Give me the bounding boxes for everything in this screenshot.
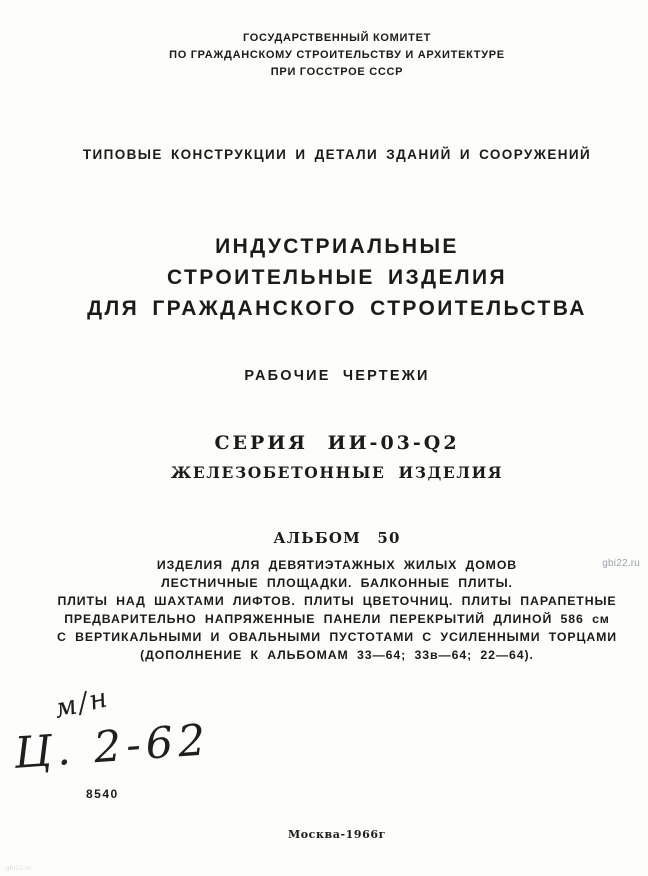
imprint-moscow-year: Москва-1966г [287, 828, 387, 841]
contents-description [30, 556, 644, 664]
main-title [30, 231, 644, 324]
org-header-line-2: ПО ГРАЖДАНСКОМУ СТРОИТЕЛЬСТВУ И АРХИТЕКТУРЕ [169, 49, 505, 61]
typical-constructions-band: ТИПОВЫЕ КОНСТРУКЦИИ И ДЕТАЛИ ЗДАНИЙ И СООРУЖЕНИЙ [82, 147, 592, 162]
handwritten-annotation-top: м/н [51, 682, 113, 725]
description-line-6: (ДОПОЛНЕНИЕ К АЛЬБОМАМ 33—64; 33в—64; 22—64). [140, 648, 534, 662]
description-line-4: ПРЕДВАРИТЕЛЬНО НАПРЯЖЕННЫЕ ПАНЕЛИ ПЕРЕКРЫТИЙ ДЛИНОЙ 586 см [64, 612, 610, 626]
description-line-2: ЛЕСТНИЧНЫЕ ПЛОЩАДКИ. БАЛКОННЫЕ ПЛИТЫ. [161, 576, 513, 590]
org-header [30, 30, 644, 81]
main-title-line-1: ИНДУСТРИАЛЬНЫЕ [215, 235, 459, 258]
org-header-line-1: ГОСУДАРСТВЕННЫЙ КОМИТЕТ [242, 32, 432, 44]
description-line-1: ИЗДЕЛИЯ ДЛЯ ДЕВЯТИЭТАЖНЫХ ЖИЛЫХ ДОМОВ [156, 558, 518, 572]
print-order-number: 8540 [86, 787, 119, 801]
site-watermark: gbi22.ru [602, 558, 640, 569]
org-header-line-3: ПРИ ГОССТРОЕ СССР [270, 66, 404, 78]
main-title-line-2: СТРОИТЕЛЬНЫЕ ИЗДЕЛИЯ [167, 266, 507, 289]
material-heading: ЖЕЛЕЗОБЕТОННЫЕ ИЗДЕЛИЯ [170, 463, 504, 482]
series-number: СЕРИЯ ИИ-03-Q2 [214, 432, 460, 454]
album-heading: АЛЬБОМ 50 [273, 529, 401, 547]
description-line-5: С ВЕРТИКАЛЬНЫМИ И ОВАЛЬНЫМИ ПУСТОТАМИ С УСИЛЕННЫМИ ТОРЦАМИ [56, 630, 618, 644]
faint-corner-watermark: gbi22.ru [6, 866, 32, 872]
handwritten-annotation-main: Ц. 2-62 [12, 715, 212, 779]
description-line-3: ПЛИТЫ НАД ШАХТАМИ ЛИФТОВ. ПЛИТЫ ЦВЕТОЧНИЦ. ПЛИТЫ ПАРАПЕТНЫЕ [57, 594, 617, 608]
working-drawings-subtitle: РАБОЧИЕ ЧЕРТЕЖИ [244, 368, 430, 384]
main-title-line-3: ДЛЯ ГРАЖДАНСКОГО СТРОИТЕЛЬСТВА [87, 297, 587, 320]
